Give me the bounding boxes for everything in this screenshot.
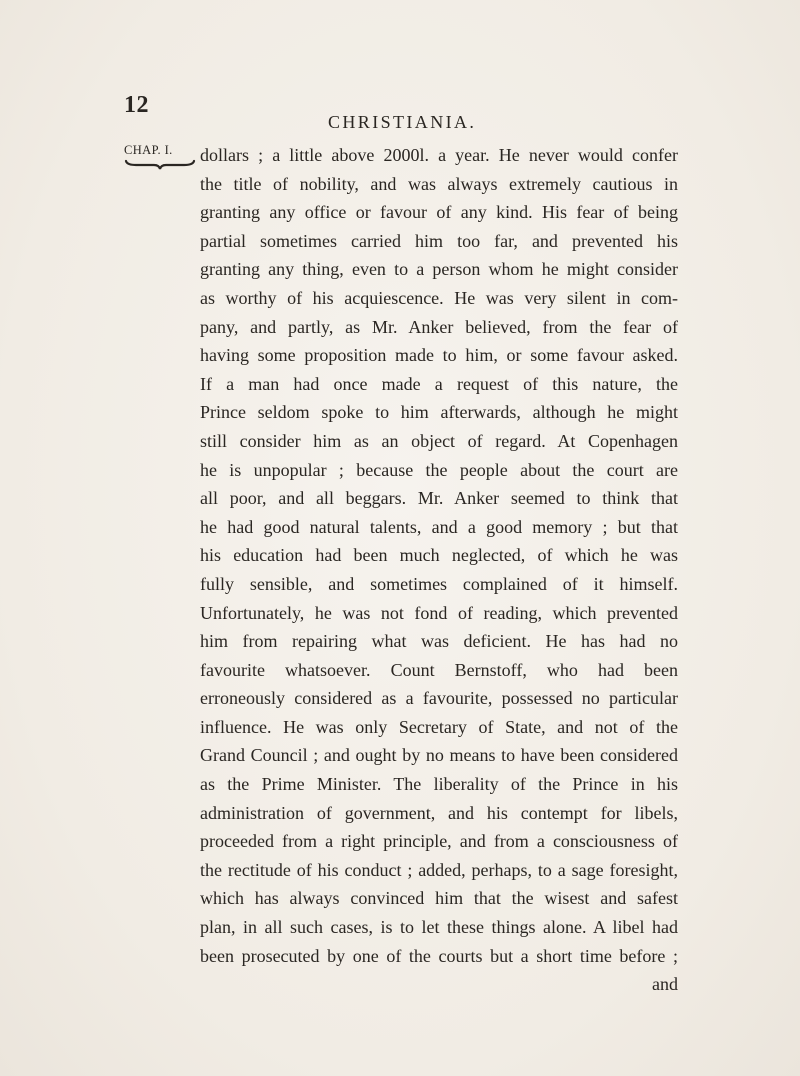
text-line: partial sometimes carried him too far, and prevented his: [200, 230, 678, 251]
text-line: fully sensible, and sometimes complained of it himself.: [200, 573, 678, 594]
text-line: dollars ; a little above 2000l. a year. He never would confer: [200, 145, 678, 165]
page-number: 12: [124, 92, 149, 118]
chapter-marker: [124, 143, 196, 171]
text-line: still consider him as an object of regard. At Copenhagen: [200, 430, 678, 451]
text-line: If a man had once made a request of this nature, the: [200, 373, 678, 394]
text-line: the rectitude of his conduct ; added, perhaps, to a sage foresight,: [200, 859, 678, 880]
chapter-label: CHAP. I.: [124, 143, 173, 157]
text-line: Unfortunately, he was not fond of reading, which prevented: [200, 602, 678, 623]
brace-ornament-icon: [124, 159, 196, 171]
text-line: erroneously considered as a favourite, possessed no particular: [200, 688, 678, 709]
text-line: he had good natural talents, and a good memory ; but that: [200, 516, 678, 537]
text-line: Grand Council ; and ought by no means to have been considered: [200, 745, 678, 766]
text-line: granting any thing, even to a person whom he might consider: [200, 259, 678, 280]
text-line: proceeded from a right principle, and from a consciousness of: [200, 831, 678, 852]
text-line: the title of nobility, and was always extremely cautious in: [200, 173, 678, 194]
text-line: which has always convinced him that the wisest and safest: [200, 888, 678, 909]
text-line: having some proposition made to him, or some favour asked.: [200, 345, 678, 366]
text-line: as the Prime Minister. The liberality of the Prince in his: [200, 774, 678, 795]
text-line: him from repairing what was deficient. He has had no: [200, 631, 678, 652]
catchword: and: [652, 974, 678, 995]
running-head: CHRISTIANIA.: [328, 112, 477, 132]
text-line: administration of government, and his contempt for libels,: [200, 802, 678, 823]
body-text: [200, 144, 678, 1002]
text-line: granting any office or favour of any kind. His fear of being: [200, 202, 678, 223]
text-line: as worthy of his acquiescence. He was very silent in com-: [200, 287, 678, 308]
text-line: influence. He was only Secretary of State, and not of the: [200, 716, 678, 737]
text-line: his education had been much neglected, of which he was: [200, 545, 678, 566]
text-line: Prince seldom spoke to him afterwards, although he might: [200, 402, 678, 423]
text-line: been prosecuted by one of the courts but a short time before ;: [200, 945, 678, 966]
text-line: favourite whatsoever. Count Bernstoff, who had been: [200, 659, 678, 680]
text-line: plan, in all such cases, is to let these things alone. A libel had: [200, 917, 678, 938]
text-line: pany, and partly, as Mr. Anker believed, from the fear of: [200, 316, 678, 337]
text-line: he is unpopular ; because the people about the court are: [200, 459, 678, 480]
text-line: all poor, and all beggars. Mr. Anker seemed to think that: [200, 488, 678, 509]
